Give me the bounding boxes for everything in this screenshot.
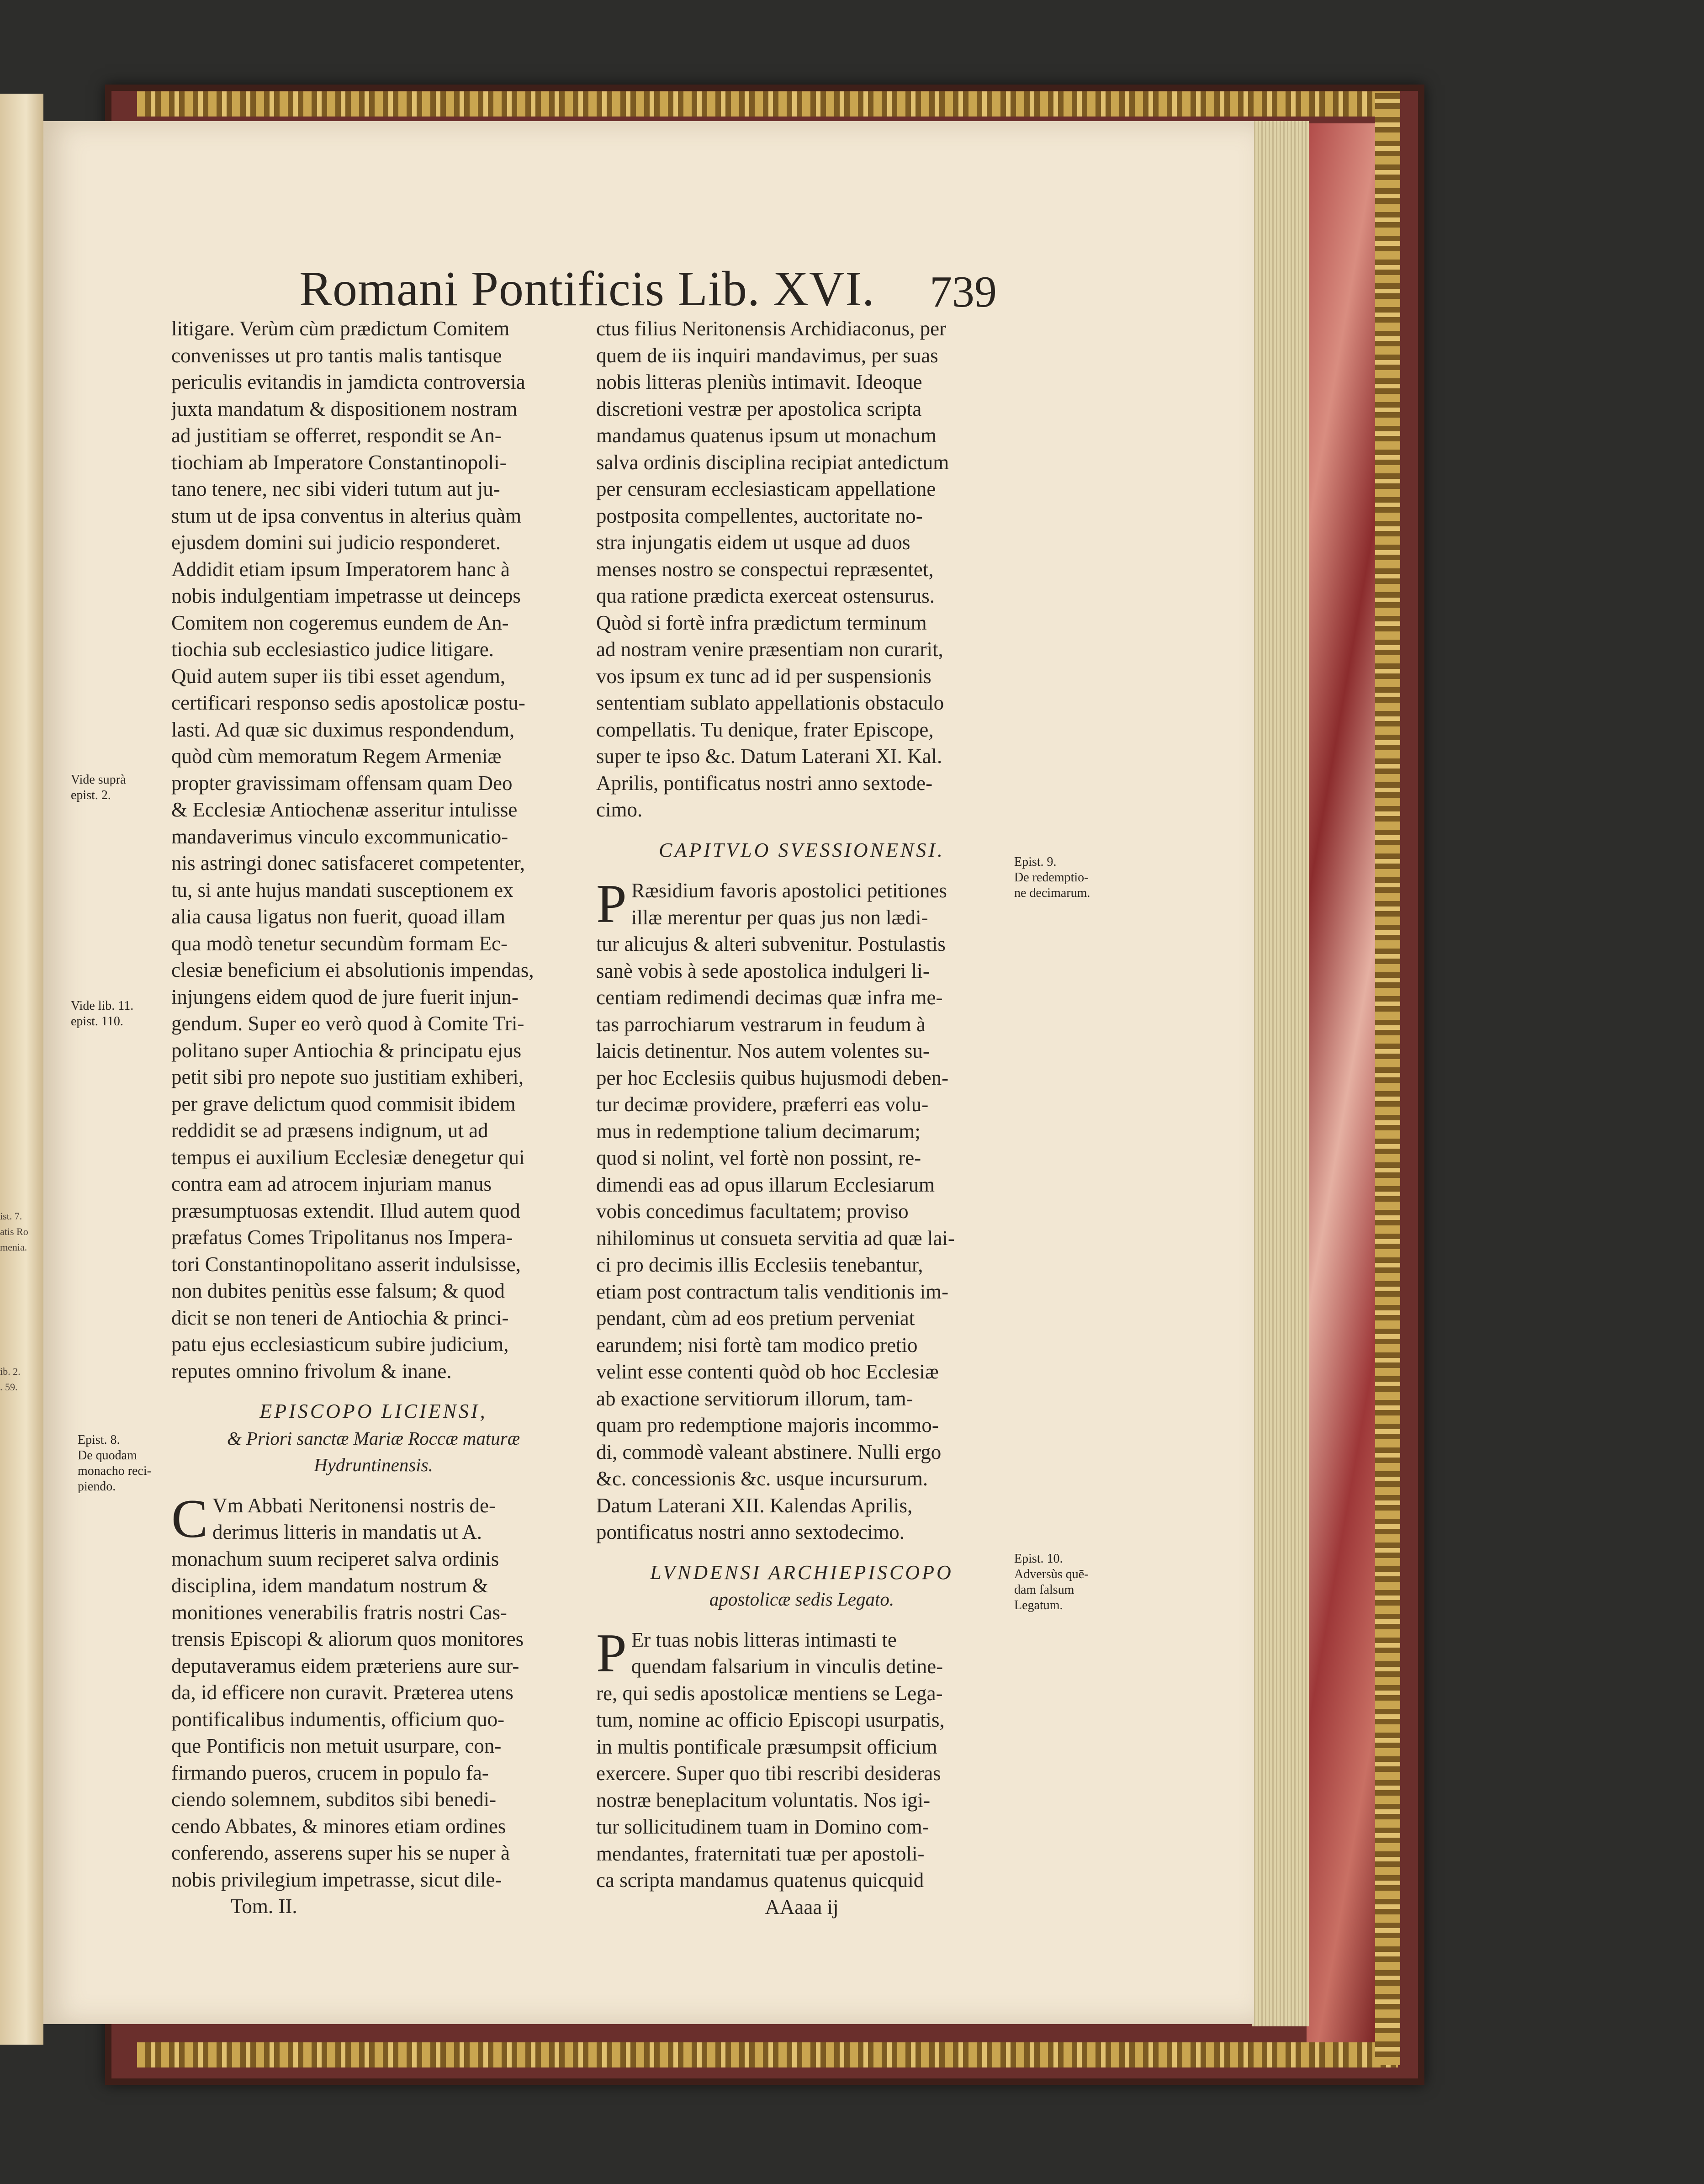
text-line: litigare. Verùm cùm prædictum Comitem: [171, 317, 510, 340]
text-line: pontificalibus indumentis, officium quo-: [171, 1707, 505, 1731]
text-line: tum, nomine ac officio Episcopi usurpatis,: [596, 1708, 945, 1731]
text-line: sanè vobis à sede apostolica indulgeri li-: [596, 959, 930, 982]
text-line: politano super Antiochia & principatu ejus: [171, 1039, 522, 1062]
margin-note: Epist. 9. De redemptio- ne decimarum.: [1014, 855, 1090, 900]
text-line: Ræsidium favoris apostolici petitiones: [631, 879, 947, 902]
margin-note: Epist. 8. De quodam monacho reci- piendo.: [78, 1433, 151, 1494]
text-line: nihilominus ut consueta servitia ad quæ lai-: [596, 1226, 955, 1250]
text-line: quem de iis inquiri mandavimus, per suas: [596, 344, 938, 367]
text-line: illæ merentur per quas jus non lædi-: [631, 906, 928, 929]
text-line: deputaveramus eidem præteriens aure sur-: [171, 1654, 519, 1677]
text-line: Er tuas nobis litteras intimasti te: [631, 1628, 897, 1651]
text-line: lasti. Ad quæ sic duximus respondendum,: [171, 718, 515, 741]
text-column-left: [171, 315, 576, 1920]
text-line: per grave delictum quod commisit ibidem: [171, 1092, 516, 1115]
marbled-endpaper: [1307, 123, 1375, 2042]
text-line: alia causa ligatus non fuerit, quoad illam: [171, 905, 506, 928]
text-line: ci pro decimis illis Ecclesiis tenebantur,: [596, 1253, 923, 1276]
text-line: convenisses ut pro tantis malis tantisque: [171, 344, 502, 367]
text-line: da, id efficere non curavit. Præterea utens: [171, 1681, 513, 1704]
text-line: reddidit se ad præsens indignum, ut ad: [171, 1119, 488, 1142]
text-line: stum ut de ipsa conventus in alterius quàm: [171, 504, 522, 527]
text-line: quòd cùm memoratum Regem Armeniæ: [171, 745, 502, 768]
text-line: salva ordinis disciplina recipiat antedictum: [596, 451, 949, 474]
text-line: tiochia sub ecclesiastico judice litigare.: [171, 638, 494, 661]
text-line: Datum Laterani XII. Kalendas Aprilis,: [596, 1494, 913, 1517]
text-line: tempus ei auxilium Ecclesiæ denegetur qui: [171, 1145, 525, 1169]
text-line: pendant, cùm ad eos pretium perveniat: [596, 1307, 915, 1330]
text-line: ab exactione servitiorum illorum, tam-: [596, 1387, 913, 1410]
text-line: Addidit etiam ipsum Imperatorem hanc à: [171, 557, 510, 581]
drop-cap: P: [596, 873, 627, 934]
text-line: reputes omnino frivolum & inane.: [171, 1359, 452, 1383]
gilt-border-right: [1375, 91, 1400, 2065]
text-line: quendam falsarium in vinculis detine-: [631, 1655, 943, 1678]
text-line: di, commodè valeant abstinere. Nulli ergo: [596, 1440, 942, 1463]
text-line: velint esse contenti quòd ob hoc Ecclesiæ: [596, 1360, 939, 1383]
text-line: Vm Abbati Neritonensi nostris de-: [212, 1494, 496, 1517]
text-line: menses nostro se conspectui repræsentet,: [596, 557, 934, 581]
running-title: Romani Pontificis Lib. XVI.: [299, 262, 875, 316]
text-line: derimus litteris in mandatis ut A.: [212, 1521, 482, 1543]
text-line: propter gravissimam offensam quam Deo: [171, 771, 513, 795]
text-line: & Ecclesiæ Antiochenæ asseritur intulisse: [171, 798, 518, 821]
text-line: Aprilis, pontificatus nostri anno sextode-: [596, 771, 933, 795]
text-line: nobis indulgentiam impetrasse ut deinceps: [171, 584, 521, 607]
text-line: cimo.: [596, 798, 643, 821]
text-line: &c. concessionis &c. usque incursurum.: [596, 1467, 928, 1490]
drop-cap: C: [171, 1488, 208, 1549]
section-heading: EPISCOPO LICIENSI,: [259, 1400, 487, 1422]
text-line: laicis detinentur. Nos autem volentes su-: [596, 1039, 930, 1062]
text-line: patu ejus ecclesiasticum subire judicium,: [171, 1333, 509, 1356]
text-line: tu, si ante hujus mandati susceptionem ex: [171, 878, 513, 901]
text-line: certificari responso sedis apostolicæ postu-: [171, 691, 525, 714]
gilt-border-top: [137, 91, 1398, 117]
text-line: nostræ beneplacitum voluntatis. Nos igi-: [596, 1788, 931, 1812]
gilt-border-bottom: [137, 2042, 1398, 2067]
text-line: Quòd si fortè infra prædictum terminum: [596, 611, 927, 634]
drop-cap: P: [596, 1622, 627, 1683]
text-line: nobis privilegium impetrasse, sicut dile-: [171, 1868, 502, 1891]
text-line: firmando pueros, crucem in populo fa-: [171, 1761, 489, 1784]
text-line: tur alicujus & alteri subvenitur. Postulastis: [596, 933, 946, 955]
facing-page-margin-text: ist. 7. atis Ro menia. ib. 2. . 59.: [0, 1210, 28, 1393]
text-line: præfatus Comes Tripolitanus nos Impera-: [171, 1226, 513, 1249]
text-line: ad nostram venire præsentiam non curarit,: [596, 638, 943, 661]
text-line: per censuram ecclesiasticam appellatione: [596, 477, 936, 500]
text-line: petit sibi pro nepote suo justitiam exhiberi,: [171, 1065, 524, 1088]
book-page: [43, 121, 1254, 2024]
text-line: periculis evitandis in jamdicta controversia: [171, 371, 525, 393]
section-subheading: apostolicæ sedis Legato.: [709, 1589, 894, 1610]
text-line: compellatis. Tu denique, frater Episcope,: [596, 718, 934, 741]
signature-mark: Tom. II.: [231, 1895, 297, 1918]
text-line: clesiæ beneficium ei absolutionis impendas,: [171, 959, 534, 981]
text-line: per hoc Ecclesiis quibus hujusmodi deben-: [596, 1066, 949, 1089]
text-line: tori Constantinopolitano asserit indulsisse,: [171, 1252, 521, 1276]
text-line: ca scripta mandamus quatenus quicquid: [596, 1869, 924, 1892]
signature-catchword: AAaaa ij: [765, 1895, 839, 1919]
text-line: earundem; nisi fortè tam modico pretio: [596, 1333, 918, 1357]
text-line: contra eam ad atrocem injuriam manus: [171, 1172, 492, 1195]
text-line: gendum. Super eo verò quod à Comite Tri-: [171, 1012, 524, 1035]
text-line: stra injungatis eidem ut usque ad duos: [596, 531, 910, 554]
text-line: in multis pontificale præsumpsit officium: [596, 1735, 937, 1758]
text-column-right: [596, 315, 1007, 1920]
margin-note: Vide suprà epist. 2.: [71, 773, 126, 802]
margin-note: Vide lib. 11. epist. 110.: [71, 999, 134, 1028]
text-line: monachum suum reciperet salva ordinis: [171, 1547, 499, 1570]
text-line: non dubites penitùs esse falsum; & quod: [171, 1279, 505, 1302]
text-line: injungens eidem quod de jure fuerit injun-: [171, 985, 519, 1008]
text-line: qua modò tenetur secundùm formam Ec-: [171, 932, 508, 955]
text-line: ejusdem domini sui judicio responderet.: [171, 531, 501, 554]
section-heading: LVNDENSI ARCHIEPISCOPO: [650, 1561, 953, 1584]
text-line: qua ratione prædicta exerceat ostensurus.: [596, 584, 935, 607]
text-line: quam pro redemptione majoris incommo-: [596, 1414, 939, 1437]
text-line: mendantes, fraternitati tuæ per apostoli-: [596, 1842, 925, 1865]
text-line: exercere. Super quo tibi rescribi desideras: [596, 1762, 941, 1785]
text-line: mus in redemptione talium decimarum;: [596, 1119, 921, 1143]
text-line: disciplina, idem mandatum nostrum &: [171, 1574, 488, 1597]
text-line: tano tenere, nec sibi videri tutum aut ju-: [171, 477, 500, 500]
text-line: pontificatus nostri anno sextodecimo.: [596, 1521, 905, 1543]
text-line: juxta mandatum & dispositionem nostram: [171, 397, 518, 420]
text-line: tas parrochiarum vestrarum in feudum à: [596, 1012, 926, 1036]
running-header: [299, 254, 1076, 318]
text-line: trensis Episcopi & aliorum quos monitores: [171, 1627, 524, 1650]
text-line: re, qui sedis apostolicæ mentiens se Lega-: [596, 1681, 943, 1705]
text-line: cendo Abbates, & minores etiam ordines: [171, 1814, 506, 1838]
text-line: quod si nolint, vel fortè non possint, re-: [596, 1146, 921, 1169]
text-line: tur sollicitudinem tuam in Domino com-: [596, 1815, 929, 1838]
text-line: etiam post contractum talis venditionis im-: [596, 1280, 949, 1303]
page-fore-edge: [1252, 121, 1309, 2026]
section-subheading: Hydruntinensis.: [314, 1454, 433, 1475]
text-line: ciendo solemnem, subditos sibi benedi-: [171, 1788, 497, 1811]
text-line: centiam redimendi decimas quæ infra me-: [596, 986, 943, 1009]
section-heading: CAPITVLO SVESSIONENSI.: [659, 838, 945, 861]
text-line: præsumptuosas extendit. Illud autem quod: [171, 1199, 520, 1222]
text-line: nis astringi donec satisfaceret competenter,: [171, 852, 525, 875]
text-line: monitiones venerabilis fratris nostri Cas-: [171, 1601, 507, 1624]
text-line: tur decimæ providere, præferri eas volu-: [596, 1093, 929, 1116]
text-line: Comitem non cogeremus eundem de An-: [171, 611, 509, 634]
facing-page-edge: [0, 94, 43, 2045]
text-line: dicit se non teneri de Antiochia & princi-: [171, 1306, 509, 1329]
page-number: 739: [929, 267, 997, 317]
text-line: sententiam sublato appellationis obstaculo: [596, 691, 944, 714]
margin-note: Epist. 10. Adversùs quē- dam falsum Legatum.: [1014, 1552, 1089, 1612]
text-line: discretioni vestræ per apostolica scripta: [596, 397, 922, 420]
text-line: dimendi eas ad opus illarum Ecclesiarum: [596, 1173, 935, 1196]
text-line: conferendo, asserens super his se nuper à: [171, 1841, 510, 1864]
text-line: mandaverimus vinculo excommunicatio-: [171, 825, 508, 848]
text-line: ad justitiam se offerret, respondit se An-: [171, 424, 502, 447]
section-subheading: & Priori sanctæ Mariæ Roccæ maturæ: [227, 1427, 520, 1449]
text-line: tiochiam ab Imperatore Constantinopoli-: [171, 451, 507, 474]
text-line: super te ipso &c. Datum Laterani XI. Kal.: [596, 745, 942, 768]
text-line: que Pontificis non metuit usurpare, con-: [171, 1734, 502, 1757]
text-line: postposita compellentes, auctoritate no-: [596, 504, 923, 527]
text-line: vos ipsum ex tunc ad id per suspensionis: [596, 664, 931, 688]
text-line: mandamus quatenus ipsum ut monachum: [596, 424, 937, 447]
text-line: vobis concedimus facultatem; proviso: [596, 1200, 909, 1223]
text-line: ctus filius Neritonensis Archidiaconus, per: [596, 317, 947, 340]
text-line: nobis litteras pleniùs intimavit. Ideoque: [596, 371, 922, 393]
text-line: Quid autem super iis tibi esset agendum,: [171, 664, 506, 688]
